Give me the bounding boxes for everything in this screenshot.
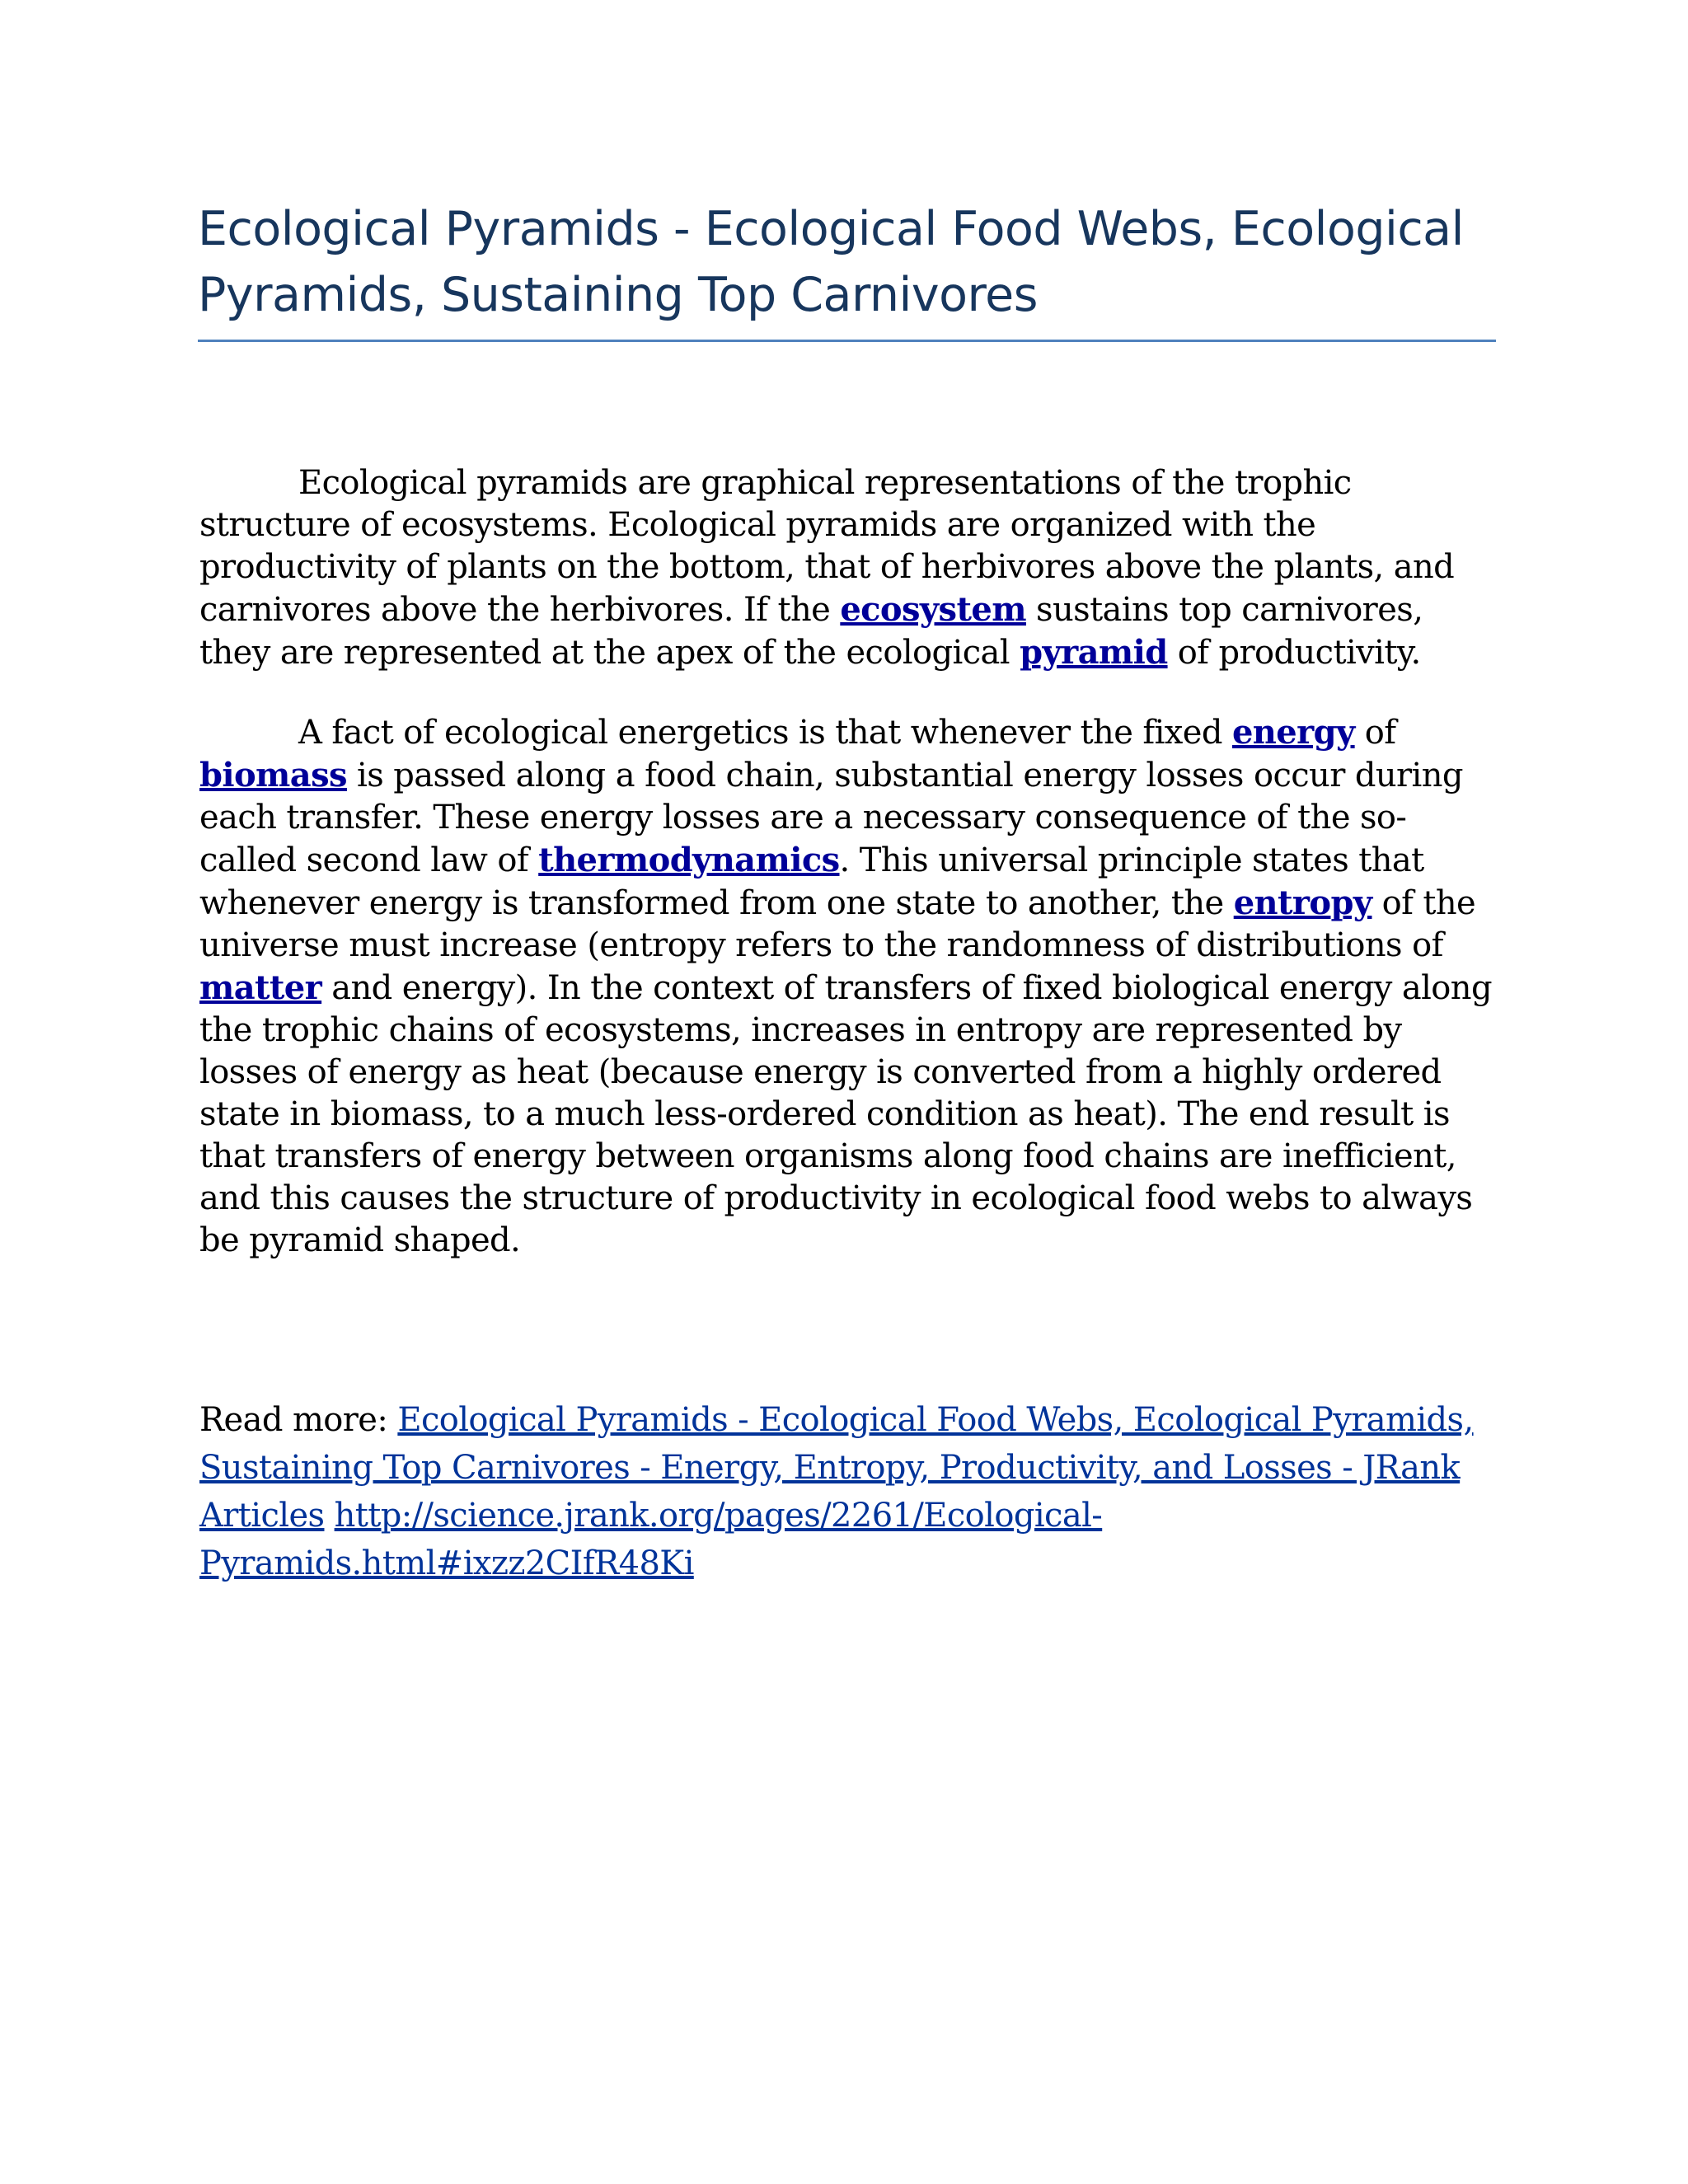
read-more	[199, 1396, 1502, 1587]
link-matter[interactable]: matter	[199, 968, 322, 1007]
paragraph-1	[199, 462, 1502, 674]
page-title: Ecological Pyramids - Ecological Food Webs, Ecological Pyramids, Sustaining Top Carnivores	[198, 202, 1464, 322]
link-thermodynamics[interactable]: thermodynamics	[538, 841, 840, 879]
link-pyramid[interactable]: pyramid	[1020, 633, 1168, 672]
paragraph-1-text-2: sustains top carnivores, they are represented at the apex of the ecological	[199, 591, 1423, 672]
paragraph-2-text-6: and energy). In the context of transfers of fixed biological energy along the trophic chains of ecosystems, increases in entropy are represented by losses of energy as heat (because energy is converted from a highly ordered state in biomass, to a much less-ordered condition as heat). The end result is that transfers of energy between organisms along food chains are inefficient, and this causes the structure of productivity in ecological food webs to always be pyramid shaped.	[199, 969, 1492, 1259]
paragraph-1-text-1: Ecological pyramids are graphical representations of the trophic structure of ecosystems. Ecological pyramids are organized with the productivity of plants on the bottom, that of herbivores above the plants, and carnivores above the herbivores. If the	[199, 464, 1455, 629]
title-block	[198, 196, 1496, 342]
paragraph-2-text-4: . This universal principle states that whenever energy is transformed from one state to another, the	[199, 841, 1424, 922]
link-energy[interactable]: energy	[1231, 713, 1355, 752]
paragraph-2-text-5: of the universe must increase (entropy refers to the randomness of distributions of	[199, 884, 1476, 964]
link-biomass[interactable]: biomass	[199, 756, 347, 794]
paragraph-2-text-1: A fact of ecological energetics is that whenever the fixed	[298, 714, 1232, 752]
link-ecosystem[interactable]: ecosystem	[840, 590, 1026, 629]
link-entropy[interactable]: entropy	[1233, 883, 1372, 922]
read-more-article-link[interactable]: Ecological Pyramids - Ecological Food Webs, Ecological Pyramids, Sustaining Top Carnivores - Energy, Entropy, Productivity, and Losses - JRank Articles	[199, 1401, 1474, 1535]
read-more-url-link[interactable]: http://science.jrank.org/pages/2261/Ecological-Pyramids.html#ixzz2CIfR48Ki	[199, 1497, 1103, 1582]
paragraph-2-text-2: of	[1354, 714, 1396, 752]
paragraph-1-text-3: of productivity.	[1167, 634, 1421, 672]
read-more-label: Read more:	[199, 1401, 398, 1439]
article-body	[199, 462, 1502, 1299]
paragraph-2-text-3: is passed along a food chain, substantial energy losses occur during each transfer. These energy losses are a necessary consequence of the so-called second law of	[199, 757, 1463, 879]
read-more-space	[324, 1497, 334, 1535]
paragraph-2	[199, 711, 1502, 1262]
